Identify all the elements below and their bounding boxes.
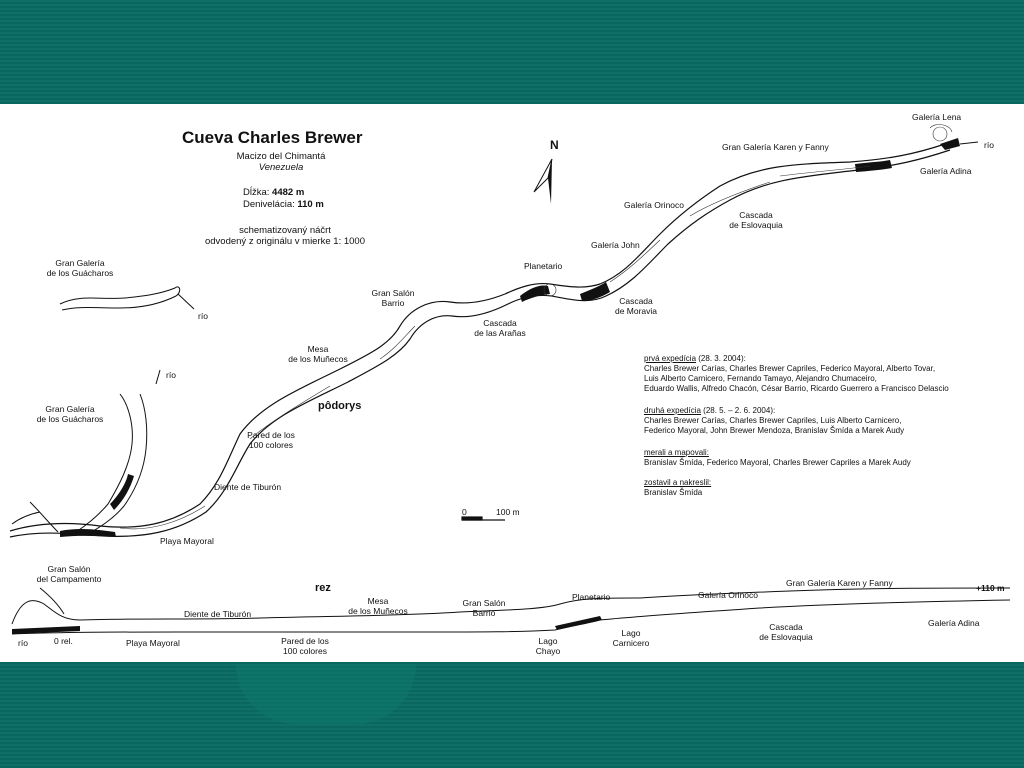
label-cascada-eslovaquia-1: Cascada bbox=[739, 210, 773, 220]
exp1-line3: Eduardo Wallis, Alfredo Chacón, César Barrio, Ricardo Guerrero a Francisco Delascio bbox=[644, 384, 949, 393]
profile-label-cascada-eslovaquia-1: Cascada bbox=[769, 622, 803, 632]
profile-label-planetario: Planetario bbox=[572, 592, 611, 602]
scale-bar bbox=[462, 517, 505, 520]
label-galeria-lena: Galería Lena bbox=[912, 112, 962, 122]
guacharos-dark bbox=[110, 474, 134, 510]
exp2-title: druhá expedícia bbox=[644, 406, 701, 415]
label-pared-1: Pared de los bbox=[247, 430, 295, 440]
exp2-line2: Federico Mayoral, John Brewer Mendoza, Branislav Šmída a Marek Audy bbox=[644, 426, 905, 435]
label-rio-top: río bbox=[198, 311, 208, 321]
map-country: Venezuela bbox=[258, 162, 304, 173]
exp1-date: (28. 3. 2004): bbox=[696, 354, 746, 363]
exp1-line1: Charles Brewer Carías, Charles Brewer Capriles, Federico Mayoral, Alberto Tovar, bbox=[644, 364, 936, 373]
label-guacharos-top-2: de los Guácharos bbox=[46, 268, 114, 278]
label-aranas-2: de las Arañas bbox=[474, 328, 526, 338]
profile-label-karen-fanny: Gran Galería Karen y Fanny bbox=[786, 578, 893, 588]
label-cascada-moravia-2: de Moravia bbox=[614, 306, 658, 316]
label-salon-barrio-1: Gran Salón bbox=[371, 288, 415, 298]
north-arrow-icon bbox=[534, 159, 552, 204]
label-pared-2: 100 colores bbox=[249, 440, 293, 450]
profile-label-munecos-1: Mesa bbox=[367, 596, 389, 606]
elevation-label: Denivelácia: bbox=[243, 199, 295, 210]
exp1-title: prvá expedícia bbox=[644, 354, 697, 363]
length-row bbox=[243, 188, 304, 198]
map-title: Cueva Charles Brewer bbox=[182, 128, 363, 147]
label-cascada-eslovaquia-2: de Eslovaquia bbox=[729, 220, 783, 230]
label-playa: Playa Mayoral bbox=[160, 536, 214, 546]
note-line1: schematizovaný náčrt bbox=[239, 225, 331, 236]
exp1-line2: Luis Alberto Carnicero, Fernando Tamayo, Alejandro Chumaceiro, bbox=[644, 374, 877, 383]
cave-map-panel bbox=[0, 104, 1024, 662]
mapped-line: Branislav Šmída, Federico Mayoral, Charles Brewer Capriles a Marek Audy bbox=[644, 458, 911, 467]
elevation-value: 110 m bbox=[297, 199, 324, 210]
label-tiburon: Diente de Tiburón bbox=[214, 482, 282, 492]
profile-label-lago-chayo-2: Chayo bbox=[535, 646, 561, 656]
exp1-heading bbox=[644, 354, 746, 364]
profile-label-pared-1: Pared de los bbox=[281, 636, 329, 646]
profile-label-orinoco: Galería Orinoco bbox=[698, 590, 758, 600]
label-karen-fanny: Gran Galería Karen y Fanny bbox=[722, 142, 829, 152]
profile-label-lago-chayo-1: Lago bbox=[538, 636, 558, 646]
profile-label-cascada-eslovaquia-2: de Eslovaquia bbox=[759, 632, 813, 642]
elevation-row bbox=[243, 200, 324, 210]
plan-passage bbox=[10, 144, 950, 537]
label-orinoco: Galería Orinoco bbox=[624, 200, 684, 210]
profile-label-plus110: +110 m bbox=[976, 583, 1005, 593]
top-band bbox=[0, 0, 1024, 104]
label-cascada-moravia-1: Cascada bbox=[619, 296, 653, 306]
label-campamento-2: del Campamento bbox=[36, 574, 102, 584]
bottom-band bbox=[0, 662, 1024, 768]
profile-label-munecos-2: de los Muñecos bbox=[348, 606, 408, 616]
scale-zero: 0 bbox=[462, 507, 467, 517]
exp2-line1: Charles Brewer Carías, Charles Brewer Capriles, Luis Alberto Carnicero, bbox=[644, 416, 902, 425]
label-john: Galería John bbox=[591, 240, 640, 250]
label-rio-ne: río bbox=[984, 140, 994, 150]
profile-label-adina: Galería Adina bbox=[928, 618, 980, 628]
label-guacharos-top-1: Gran Galería bbox=[55, 258, 105, 268]
note-line2: odvodený z originálu v mierke 1: 1000 bbox=[204, 236, 365, 247]
north-label: N bbox=[550, 138, 559, 152]
label-guacharos-mid-2: de los Guácharos bbox=[36, 414, 104, 424]
label-munecos-1: Mesa bbox=[307, 344, 329, 354]
profile-label-rio: río bbox=[18, 638, 28, 648]
label-rio-mid: río bbox=[166, 370, 176, 380]
label-planetario: Planetario bbox=[524, 261, 563, 271]
profile-label-playa: Playa Mayoral bbox=[126, 638, 180, 648]
exp2-heading bbox=[644, 406, 775, 416]
label-guacharos-mid-1: Gran Galería bbox=[45, 404, 95, 414]
plan-label: pôdorys bbox=[318, 400, 362, 412]
label-aranas-1: Cascada bbox=[483, 318, 517, 328]
profile-label: rez bbox=[315, 582, 331, 594]
label-salon-barrio-2: Barrio bbox=[381, 298, 405, 308]
profile-label-salon-barrio-2: Barrio bbox=[472, 608, 496, 618]
label-adina: Galería Adina bbox=[920, 166, 972, 176]
profile-label-tiburon: Diente de Tiburón bbox=[184, 609, 252, 619]
profile-label-zero-rel: 0 rel. bbox=[54, 636, 73, 646]
label-campamento-1: Gran Salón bbox=[47, 564, 91, 574]
exp2-date: (28. 5. – 2. 6. 2004): bbox=[700, 406, 776, 415]
profile-label-pared-2: 100 colores bbox=[283, 646, 327, 656]
length-label: Dĺžka: bbox=[243, 187, 270, 198]
mapped-title: merali a mapovali: bbox=[644, 448, 709, 457]
label-munecos-2: de los Muñecos bbox=[288, 354, 348, 364]
profile-label-salon-barrio-1: Gran Salón bbox=[462, 598, 506, 608]
profile-label-lago-carnicero-2: Carnicero bbox=[612, 638, 650, 648]
length-value: 4482 m bbox=[272, 187, 305, 198]
map-subtitle: Macizo del Chimantá bbox=[236, 151, 326, 162]
drawn-line: Branislav Šmída bbox=[644, 488, 703, 497]
scale-value: 100 m bbox=[496, 507, 520, 517]
guacharos-branch-upper bbox=[60, 287, 180, 310]
profile-label-lago-carnicero-1: Lago bbox=[621, 628, 641, 638]
drawn-title: zostavil a nakreslil: bbox=[644, 478, 712, 487]
